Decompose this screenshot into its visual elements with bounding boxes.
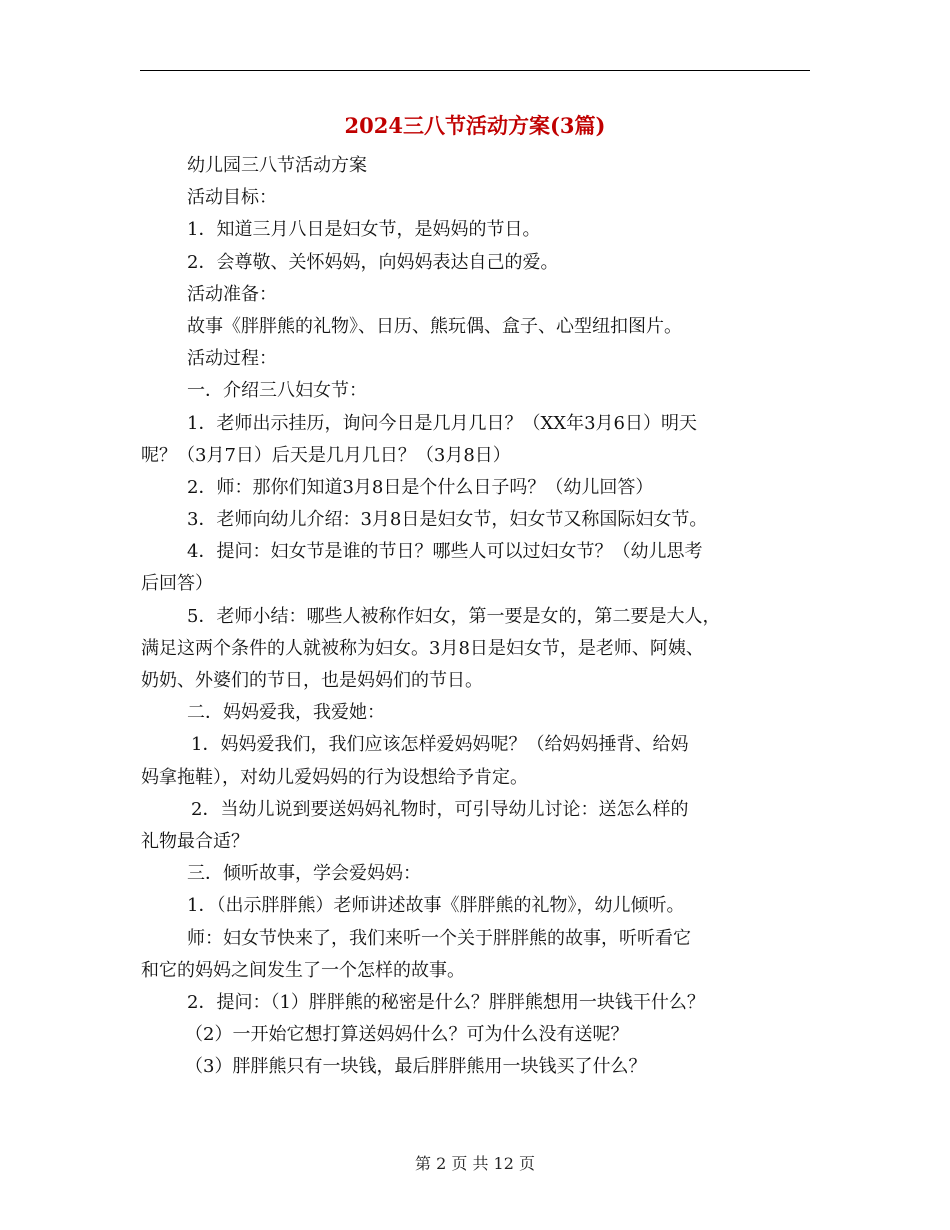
paragraph-line: 师：妇女节快来了，我们来听一个关于胖胖熊的故事，听听看它	[187, 927, 691, 949]
paragraph-line: 满足这两个条件的人就被称为妇女。3月8日是妇女节，是老师、阿姨、	[141, 637, 704, 659]
paragraph-line: 奶奶、外婆们的节日，也是妈妈们的节日。	[141, 670, 483, 691]
step-heading: 一．介绍三八妇女节：	[187, 380, 367, 402]
section-heading: 幼儿园三八节活动方案	[187, 155, 367, 176]
paragraph-line: （3）胖胖熊只有一块钱，最后胖胖熊用一块钱买了什么？	[185, 1056, 647, 1078]
step-heading: 二．妈妈爱我，我爱她：	[187, 702, 385, 724]
header-rule	[140, 70, 810, 71]
paragraph-line: 故事《胖胖熊的礼物》、日历、熊玩偶、盒子、心型纽扣图片。	[187, 315, 682, 337]
paragraph-line: 2．会尊敬、关怀妈妈，向妈妈表达自己的爱。	[187, 251, 559, 273]
paragraph-line: 4．提问：妇女节是谁的节日？哪些人可以过妇女节？（幼儿思考	[187, 541, 703, 563]
paragraph-line: 5．老师小结：哪些人被称作妇女，第一要是女的，第二要是大人，	[187, 605, 721, 627]
step-heading: 三．倾听故事，学会爱妈妈：	[187, 863, 421, 885]
paragraph-line: 1．老师出示挂历，询问今日是几月几日？（XX年3月6日）明天	[187, 412, 697, 434]
document-body	[141, 150, 813, 1083]
paragraph-line: 2．师：那你们知道3月8日是个什么日子吗？（幼儿回答）	[187, 476, 654, 498]
page-footer: 第 2 页 共 12 页	[415, 1154, 535, 1173]
paragraph-line: 呢？（3月7日）后天是几月几日？（3月8日）	[141, 444, 511, 466]
paragraph-line: 礼物最合适？	[141, 830, 249, 852]
paragraph-line: 3．老师向幼儿介绍：3月8日是妇女节，妇女节又称国际妇女节。	[187, 509, 708, 531]
paragraph-line: 2．当幼儿说到要送妈妈礼物时，可引导幼儿讨论：送怎么样的	[191, 798, 689, 820]
paragraph-line: 1．知道三月八日是妇女节，是妈妈的节日。	[187, 219, 541, 241]
subheading-process: 活动过程：	[187, 348, 277, 370]
paragraph-line: （2）一开始它想打算送妈妈什么？可为什么没有送呢？	[185, 1024, 629, 1046]
paragraph-line: 1．（出示胖胖熊）老师讲述故事《胖胖熊的礼物》，幼儿倾听。	[187, 895, 685, 917]
paragraph-line: 1．妈妈爱我们，我们应该怎样爱妈妈呢？（给妈妈捶背、给妈	[191, 734, 689, 756]
subheading-goals: 活动目标：	[187, 187, 277, 209]
paragraph-line: 妈拿拖鞋），对幼儿爱妈妈的行为设想给予肯定。	[141, 766, 528, 788]
document-title: 2024三八节活动方案(3篇)	[344, 113, 606, 138]
paragraph-line: 2．提问：（1）胖胖熊的秘密是什么？胖胖熊想用一块钱干什么？	[187, 991, 705, 1013]
paragraph-line: 和它的妈妈之间发生了一个怎样的故事。	[141, 959, 465, 981]
paragraph-line: 后回答）	[141, 573, 213, 595]
subheading-preparation: 活动准备：	[187, 283, 277, 305]
